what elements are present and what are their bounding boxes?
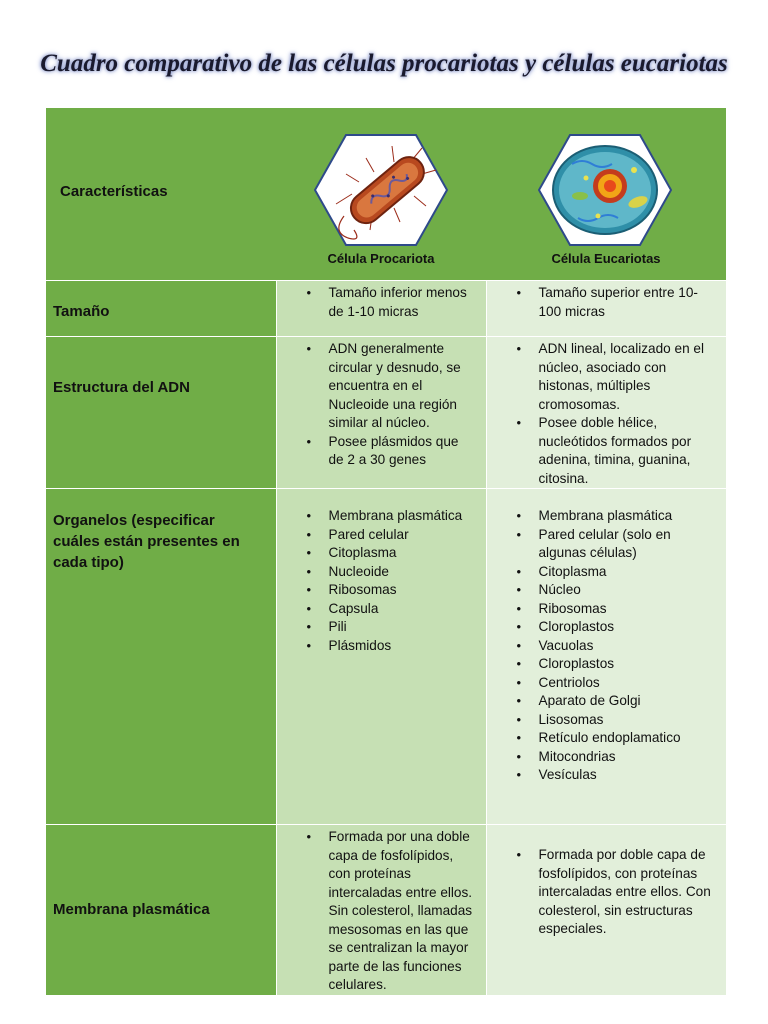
list-item: • Formada por doble capa de fosfolípidos, con proteínas intercaladas entre ellos. Con colesterol, sin estructuras especiales.	[487, 846, 727, 939]
table-row	[46, 281, 726, 337]
characteristics-label: Características	[60, 183, 168, 200]
table-row	[46, 337, 726, 489]
prokaryote-cell	[276, 489, 486, 825]
table-row	[46, 825, 726, 995]
list-item: • Pili	[277, 618, 486, 637]
row-label: Membrana plasmática	[46, 825, 276, 995]
list-item: • Plásmidos	[277, 637, 486, 656]
list-item: • Mitocondrias	[487, 748, 727, 767]
list-item: • Núcleo	[487, 581, 727, 600]
prokaryote-column-title: Célula Procariota	[327, 251, 435, 266]
eukaryote-header-cell	[486, 108, 726, 281]
bacterium-cell-icon	[314, 134, 448, 246]
row-label: Tamaño	[46, 281, 276, 337]
table-row	[46, 489, 726, 825]
prokaryote-cell	[276, 337, 486, 489]
list-item: • Ribosomas	[277, 581, 486, 600]
page-title: Cuadro comparativo de las células procariotas y células eucariotas	[40, 50, 728, 77]
eukaryote-cell	[486, 337, 726, 489]
list-item: • Formada por una doble capa de fosfolípidos, con proteínas intercaladas entre ellos. Sin colesterol, llamadas mesosomas en las que se centralizan la mayor parte de las funciones celulares.	[277, 828, 486, 995]
list-item: • Nucleoide	[277, 563, 486, 582]
row-label: Estructura del ADN	[46, 337, 276, 489]
prokaryote-header-cell	[276, 108, 486, 281]
list-item: • Membrana plasmática	[487, 507, 727, 526]
list-item: • Ribosomas	[487, 600, 727, 619]
list-item: • Posee doble hélice, nucleótidos formados por adenina, timina, guanina, citosina.	[487, 414, 727, 488]
eukaryote-cell	[486, 489, 726, 825]
row-label: Organelos (especificar cuáles están presentes en cada tipo)	[46, 489, 276, 825]
list-item: • Cloroplastos	[487, 618, 727, 637]
eukaryote-column-title: Célula Eucariotas	[551, 251, 661, 266]
list-item: • ADN lineal, localizado en el núcleo, asociado con histonas, múltiples cromosomas.	[487, 340, 727, 414]
eukaryote-cell	[486, 281, 726, 337]
list-item: • Aparato de Golgi	[487, 692, 727, 711]
list-item: • Membrana plasmática	[277, 507, 486, 526]
list-item: • Capsula	[277, 600, 486, 619]
header-row	[46, 108, 726, 281]
prokaryote-cell	[276, 825, 486, 995]
animal-cell-icon	[538, 134, 672, 246]
list-item: • Cloroplastos	[487, 655, 727, 674]
list-item: • Vesículas	[487, 766, 727, 785]
list-item: • Vacuolas	[487, 637, 727, 656]
list-item: • Posee plásmidos que de 2 a 30 genes	[277, 433, 486, 470]
comparison-table	[46, 108, 726, 995]
list-item: • Pared celular (solo en algunas células)	[487, 526, 727, 563]
list-item: • Tamaño inferior menos de 1-10 micras	[277, 284, 486, 321]
list-item: • ADN generalmente circular y desnudo, se encuentra en el Nucleoide una región similar al núcleo.	[277, 340, 486, 433]
prokaryote-cell	[276, 281, 486, 337]
list-item: • Centriolos	[487, 674, 727, 693]
characteristics-header-cell	[46, 108, 276, 281]
list-item: • Lisosomas	[487, 711, 727, 730]
list-item: • Citoplasma	[487, 563, 727, 582]
list-item: • Pared celular	[277, 526, 486, 545]
list-item: • Citoplasma	[277, 544, 486, 563]
list-item: • Retículo endoplamatico	[487, 729, 727, 748]
list-item: • Tamaño superior entre 10-100 micras	[487, 284, 727, 321]
eukaryote-cell	[486, 825, 726, 995]
